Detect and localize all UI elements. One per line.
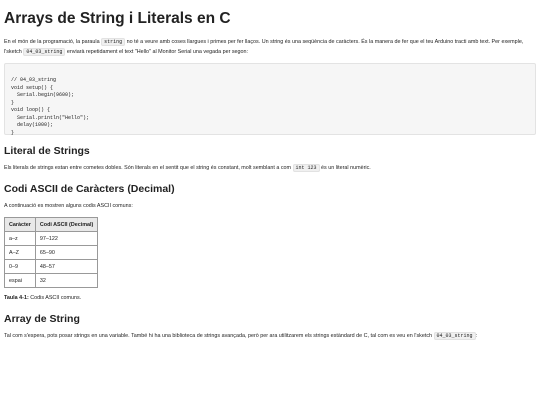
array-paragraph (4, 331, 536, 341)
array-text: Tal com s'espera, pots posar strings en una variable. També hi ha una biblioteca de strings avançada, però per ara utilitzarem els strings estàndard de C, tal com es veu en l'sketch (4, 333, 434, 339)
column-header: Caràcter (5, 218, 36, 232)
table-cell: espai (5, 274, 36, 288)
column-header: Codi ASCII (Decimal) (35, 218, 97, 232)
ascii-intro: A continuació es mostren alguns codis ASCII comuns: (4, 203, 133, 209)
table-cell: a–z (5, 232, 36, 246)
intro-text: enviarà repetidament el text "Hello" al Monitor Serial una vegada per segon: (65, 49, 249, 55)
table-header-row (5, 218, 98, 232)
table-cell: 65–90 (35, 246, 97, 260)
intro-text: no té a veure amb coses llargues i primes per fer llaços. Un string és una seqüència de caràcters. És la manera de fer que el teu Arduino tracti amb text. Per exemple, l'sketch (4, 39, 524, 55)
intro-text: En el món de la programació, la paraula (4, 39, 102, 45)
literal-paragraph (4, 163, 536, 173)
inline-code-sketch-name: 04_03_string (434, 332, 476, 340)
table-caption (4, 293, 536, 303)
caption-text: Codis ASCII comuns. (28, 295, 82, 301)
table-row (5, 246, 98, 260)
table-cell: A–Z (5, 246, 36, 260)
table-cell: 97–122 (35, 232, 97, 246)
table-row (5, 260, 98, 274)
literal-text: és un literal numèric. (319, 165, 371, 171)
literal-text: Els literals de strings estan entre cometes dobles. Són literals en el sentit que el string és constant, molt semblant a com (4, 165, 293, 171)
inline-code-int: int 123 (293, 164, 320, 172)
table-row (5, 232, 98, 246)
section-heading-literal: Literal de Strings (4, 145, 90, 157)
inline-code-sketch-name: 04_03_string (23, 48, 65, 56)
section-heading-ascii: Codi ASCII de Caràcters (Decimal) (4, 183, 175, 195)
ascii-table (4, 217, 98, 288)
table-cell: 32 (35, 274, 97, 288)
code-block: // 04_03_string void setup() { Serial.begin(9600); } void loop() { Serial.println("Hello"); delay(1000); } (4, 63, 536, 135)
section-heading-array: Array de String (4, 313, 80, 325)
table-row (5, 274, 98, 288)
intro-paragraph (4, 37, 536, 57)
array-text: : (475, 333, 478, 339)
caption-label: Taula 4-1: (4, 295, 29, 301)
page-title: Arrays de String i Literals en C (4, 10, 231, 27)
table-cell: 0–9 (5, 260, 36, 274)
inline-code-string: string (101, 38, 125, 46)
table-cell: 48–57 (35, 260, 97, 274)
